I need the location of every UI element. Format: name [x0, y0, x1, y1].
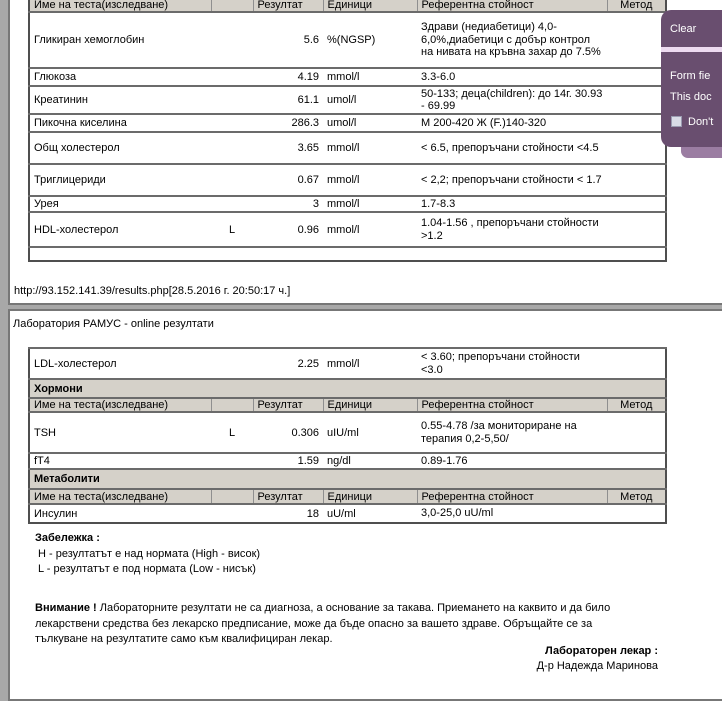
- header-test-name: Име на теста(изследване): [34, 0, 169, 11]
- result-value: 0.306: [291, 426, 319, 439]
- table-row: [29, 504, 666, 523]
- header-reference: Референтна стойност: [417, 489, 607, 504]
- table-row-empty: [29, 247, 666, 261]
- method-value: [607, 68, 666, 86]
- header-reference: Референтна стойност: [417, 0, 607, 12]
- result-value: 4.19: [297, 71, 319, 83]
- header-method: Метод: [607, 398, 666, 412]
- table-row: [29, 132, 666, 164]
- reference-range: 0.55-4.78 /за мониториране на терапия 0,2-5,50/: [421, 420, 577, 445]
- page-footer-url: http://93.152.141.39/results.php[28.5.2016 г. 20:50:17 ч.]: [14, 285, 291, 297]
- signature-block: [388, 644, 658, 674]
- result-flag: [211, 196, 253, 212]
- notes-title: Забележка :: [35, 532, 100, 544]
- signature-doctor-name: Д-р Надежда Маринова: [536, 660, 658, 672]
- section-row-metabolites: [29, 469, 666, 489]
- result-value: 1.59: [297, 455, 319, 467]
- test-name: Триглицериди: [34, 174, 106, 186]
- dont-show-checkbox-label: Don't: [688, 116, 714, 128]
- header-method: Метод: [607, 0, 666, 12]
- method-value: [607, 196, 666, 212]
- header-result: Резултат: [253, 0, 323, 12]
- result-flag: [211, 132, 253, 164]
- result-flag: [211, 504, 253, 523]
- units-value: %(NGSP): [327, 34, 376, 46]
- test-name: TSH: [34, 426, 56, 439]
- reference-range: < 6.5, препоръчани стойности <4.5: [421, 141, 599, 154]
- section-title: Метаболити: [29, 469, 666, 489]
- results-table-page1: [28, 0, 667, 262]
- result-flag: L: [228, 223, 236, 236]
- header-method: Метод: [607, 489, 666, 504]
- table-row: [29, 412, 666, 453]
- table-row: [29, 453, 666, 469]
- method-value: [607, 504, 666, 523]
- result-value: 0.67: [297, 174, 319, 186]
- clear-button[interactable]: Clear: [670, 23, 697, 35]
- units-value: uU/ml: [327, 507, 356, 520]
- units-value: mmol/l: [327, 198, 360, 210]
- header-test-name: Име на теста(изследване): [34, 399, 169, 411]
- table-row: [29, 114, 666, 132]
- overlay-document-text: This doc: [670, 91, 712, 103]
- method-value: [607, 212, 666, 247]
- reference-range: 3.3-6.0: [421, 70, 456, 83]
- method-value: [607, 86, 666, 114]
- header-flag: [211, 489, 253, 504]
- warning-paragraph: [35, 601, 647, 648]
- result-value: 5.6: [303, 34, 319, 46]
- overlay-panel: [661, 10, 722, 147]
- result-flag: [211, 114, 253, 132]
- result-flag: [211, 164, 253, 196]
- note-high: H - резултатът е над нормата (High - висок): [38, 548, 261, 560]
- result-value: 18: [306, 507, 319, 520]
- units-value: mmol/l: [327, 174, 360, 186]
- result-flag: [211, 68, 253, 86]
- result-value: 61.1: [297, 94, 319, 106]
- header-units: Единици: [323, 0, 417, 12]
- section-row-hormones: [29, 379, 666, 398]
- reference-range: 3,0-25,0 uU/ml: [421, 507, 494, 520]
- warning-title: Внимание !: [35, 602, 97, 614]
- reference-range: 50-133; деца(children): до 14г. 30.93 - 69.99: [421, 87, 603, 112]
- header-reference: Референтна стойност: [417, 398, 607, 412]
- overlay-divider: [661, 47, 722, 52]
- table-header-row: [29, 489, 666, 504]
- note-low: L - резултатът е под нормата (Low - нисък): [38, 563, 256, 575]
- signature-title: Лабораторен лекар :: [545, 645, 658, 657]
- table-row: [29, 86, 666, 114]
- method-value: [607, 12, 666, 68]
- test-name: Пикочна киселина: [34, 117, 127, 129]
- header-test-name: Име на теста(изследване): [34, 490, 169, 503]
- test-name: Креатинин: [34, 94, 88, 106]
- method-value: [607, 164, 666, 196]
- test-name: HDL-холестерол: [34, 223, 119, 236]
- warning-text: Лабораторните резултати не са диагноза, а основание за такава. Приемането на каквито и да било лекарствени средства без лекарско предписание, може да бъде опасно за вашето здраве. Обръщайте се за тълкуване на резултатите само към квалифициран лекар.: [35, 602, 611, 645]
- units-value: uIU/ml: [327, 426, 359, 439]
- page-2: [8, 309, 722, 701]
- table-header-row: [29, 398, 666, 412]
- header-flag: [211, 0, 253, 12]
- reference-range: < 2,2; препоръчани стойности < 1.7: [421, 173, 602, 186]
- reference-range: 1.7-8.3: [421, 197, 456, 210]
- result-value: 286.3: [291, 117, 319, 129]
- result-flag: [211, 86, 253, 114]
- header-units: Единици: [323, 489, 417, 504]
- result-value: 0.96: [297, 223, 319, 236]
- test-name: Гликиран хемоглобин: [34, 34, 145, 46]
- test-name: fT4: [34, 455, 50, 467]
- reference-range: < 3.60; препоръчани стойности <3.0: [421, 351, 580, 376]
- test-name: Урея: [34, 198, 59, 210]
- result-flag: [211, 453, 253, 469]
- units-value: mmol/l: [327, 142, 360, 154]
- method-value: [607, 412, 666, 453]
- test-name: Общ холестерол: [34, 142, 120, 154]
- table-row: [29, 164, 666, 196]
- result-flag: L: [228, 426, 236, 439]
- header-result: Резултат: [253, 489, 323, 504]
- test-name: LDL-холестерол: [34, 357, 117, 370]
- units-value: umol/l: [327, 117, 357, 129]
- reference-range: М 200-420 Ж (F.)140-320: [421, 116, 547, 129]
- units-value: mmol/l: [327, 223, 360, 236]
- method-value: [607, 132, 666, 164]
- table-row: [29, 212, 666, 247]
- header-flag: [211, 398, 253, 412]
- table-row: [29, 12, 666, 68]
- method-value: [607, 348, 666, 379]
- method-value: [607, 453, 666, 469]
- result-flag: [211, 348, 253, 379]
- test-name: Глюкоза: [34, 71, 77, 83]
- units-value: umol/l: [327, 94, 357, 106]
- table-row: [29, 68, 666, 86]
- units-value: ng/dl: [327, 455, 351, 467]
- result-flag: [211, 12, 253, 68]
- reference-range: Здрави (недиабетици) 4,0-6,0%,диабетици с добър контрол на нивата на кръвна захар до 7.5%: [421, 21, 601, 59]
- header-result: Резултат: [253, 398, 323, 412]
- result-value: 3: [312, 198, 319, 210]
- units-value: mmol/l: [327, 357, 360, 370]
- units-value: mmol/l: [327, 71, 360, 83]
- page-1: [8, 0, 722, 305]
- section-title: Хормони: [29, 379, 666, 398]
- table-row: [29, 196, 666, 212]
- reference-range: 1.04-1.56 , препоръчани стойности >1.2: [421, 217, 599, 242]
- header-units: Единици: [323, 398, 417, 412]
- table-row: [29, 348, 666, 379]
- overlay-form-fields-text: Form fie: [670, 70, 711, 82]
- method-value: [607, 114, 666, 132]
- table-header-row: [29, 0, 666, 12]
- dont-show-checkbox[interactable]: [671, 116, 682, 127]
- result-value: 2.25: [297, 357, 319, 370]
- results-table-page2: [28, 347, 667, 524]
- test-name: Инсулин: [34, 507, 78, 520]
- reference-range: 0.89-1.76: [421, 454, 468, 467]
- page-title: Лаборатория РАМУС - online резултати: [13, 318, 214, 330]
- result-value: 3.65: [297, 142, 319, 154]
